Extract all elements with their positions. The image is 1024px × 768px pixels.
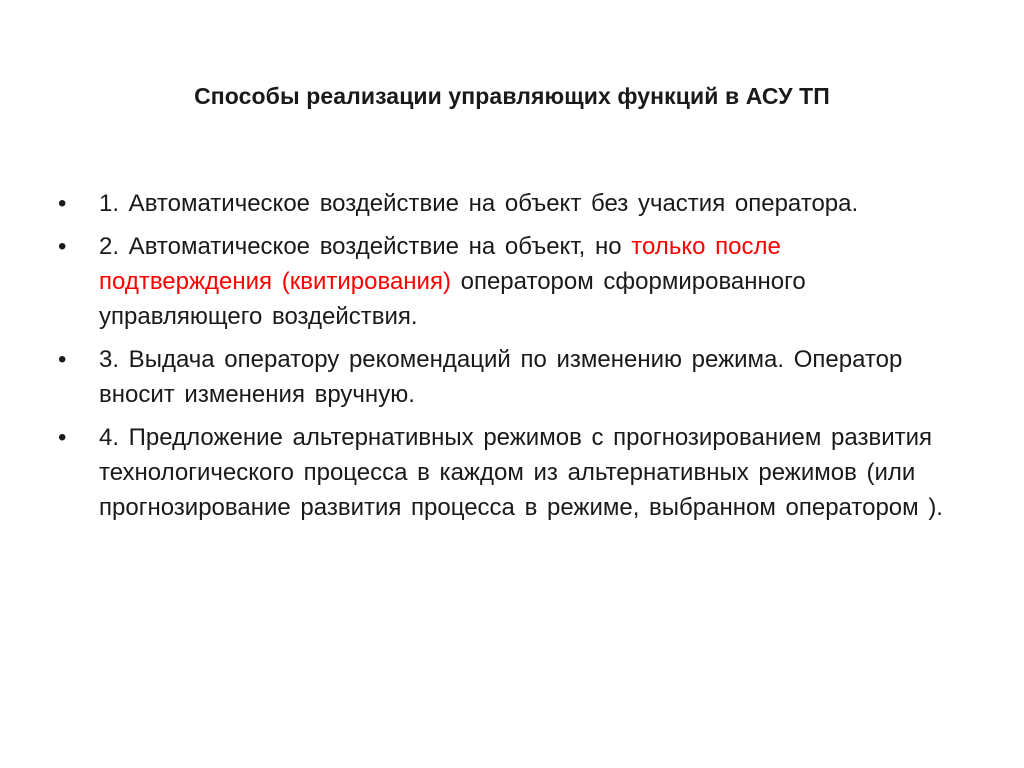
bullet-list — [56, 186, 956, 533]
item-text: 2. Автоматическое воздействие на объект, но — [99, 233, 632, 260]
bullet-icon: • — [58, 233, 67, 260]
bullet-icon: • — [58, 424, 67, 451]
list-item-3 — [56, 342, 956, 412]
list-item-4 — [56, 420, 956, 525]
slide-title: Способы реализации управляющих функций в АСУ ТП — [194, 83, 830, 109]
list-item-1 — [56, 186, 956, 221]
highlighted-text: только после подтверждения (квитирования) — [99, 233, 781, 295]
list-item-2 — [56, 229, 956, 334]
item-text: 4. Предложение альтернативных режимов с прогнозированием развития технологического процесса в каждом из альтернативных режимов (или прогнозирование развития процесса в режиме, выбранном оператором ). — [99, 424, 943, 521]
item-text-continued: оператором сформированного управляющего воздействия. — [99, 268, 806, 330]
item-text: 3. Выдача оператору рекомендаций по изменению режима. Оператор вносит изменения вручную. — [99, 346, 903, 408]
bullet-icon: • — [58, 190, 67, 217]
bullet-icon: • — [58, 346, 67, 373]
item-text: 1. Автоматическое воздействие на объект без участия оператора. — [99, 190, 859, 217]
